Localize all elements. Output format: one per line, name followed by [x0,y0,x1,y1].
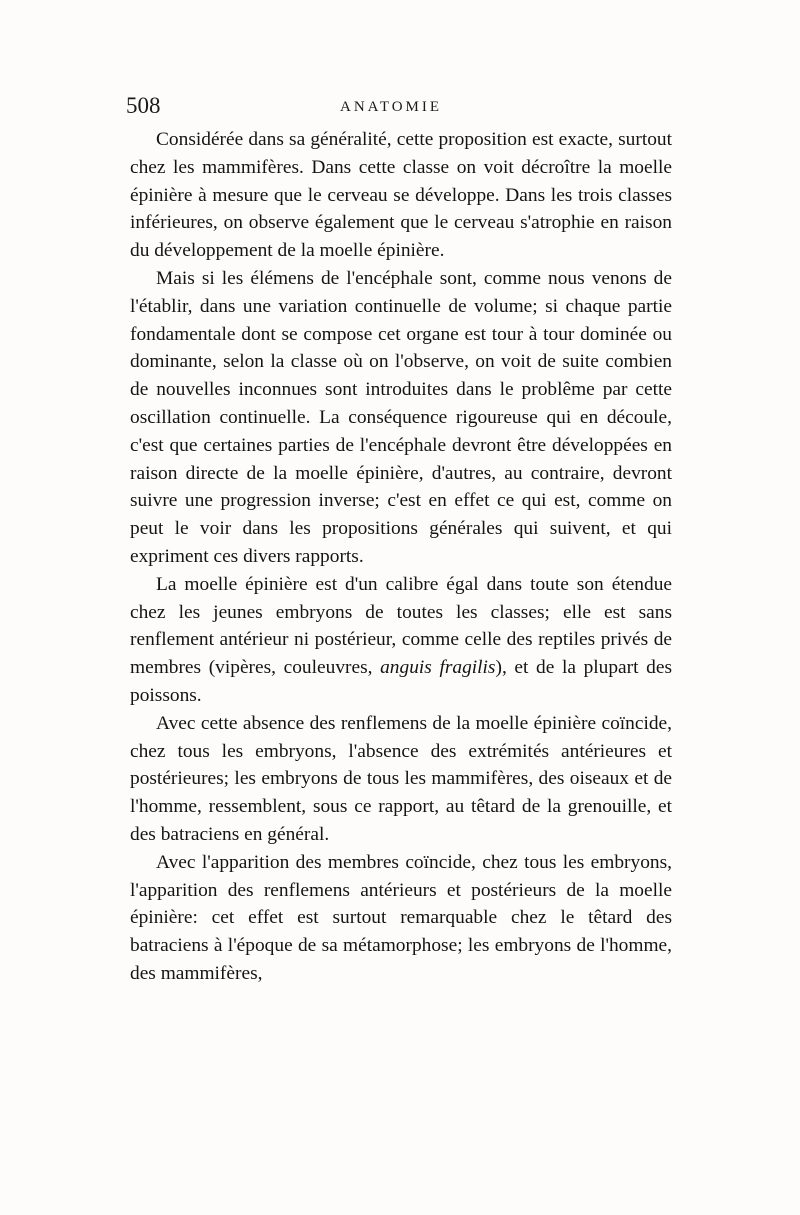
paragraph-3 [130,571,672,710]
paragraph-3-italic-term: anguis fragilis [380,657,496,679]
paragraph-4: Avec cette absence des renflemens de la moelle épinière coïncide, chez tous les embryons, l'absence des extrémités antérieures et postérieures; les embryons de tous les mammifères, des oiseaux et de l'homme, ressemblent, sous ce rapport, au têtard de la grenouille, et des batraciens en général. [130,712,672,845]
paragraph-3-text-after: ), et de la plupart des poissons. [130,657,672,706]
body-text [130,126,672,988]
page-header [126,93,680,123]
running-head: ANATOMIE [340,99,443,115]
paragraph-3-text-before: La moelle épinière est d'un calibre égal dans toute son étendue chez les jeunes embryons de toutes les classes; elle est sans renflement antérieur ni postérieur, comme celle des reptiles privés de membres (vipères, couleuvres, [130,573,672,679]
paragraph-2: Mais si les élémens de l'encéphale sont, comme nous venons de l'établir, dans une variation continuelle de volume; si chaque partie fondamentale dont se compose cet organe est tour à tour dominée ou dominante, selon la classe où on l'observe, on voit de suite combien de nouvelles inconnues sont introduites dans le problême par cette oscillation continuelle. La conséquence rigoureuse qui en découle, c'est que certaines parties de l'encéphale devront être développées en raison directe de la moelle épinière, d'autres, au contraire, devront suivre une progression inverse; c'est en effet ce qui est, comme on peut le voir dans les propositions générales qui suivent, et qui expriment ces divers rapports. [130,267,672,567]
paragraph-5: Avec l'apparition des membres coïncide, chez tous les embryons, l'apparition des renflemens antérieurs et postérieurs de la moelle épinière: cet effet est surtout remarquable chez le têtard des batraciens à l'époque de sa métamorphose; les embryons de l'homme, des mammifères, [130,851,672,984]
paragraph-1: Considérée dans sa généralité, cette proposition est exacte, surtout chez les mammifères. Dans cette classe on voit décroître la moelle épinière à mesure que le cerveau se développe. Dans les trois classes inférieures, on observe également que le cerveau s'atrophie en raison du développement de la moelle épinière. [130,129,672,262]
page-number: 508 [126,93,161,118]
